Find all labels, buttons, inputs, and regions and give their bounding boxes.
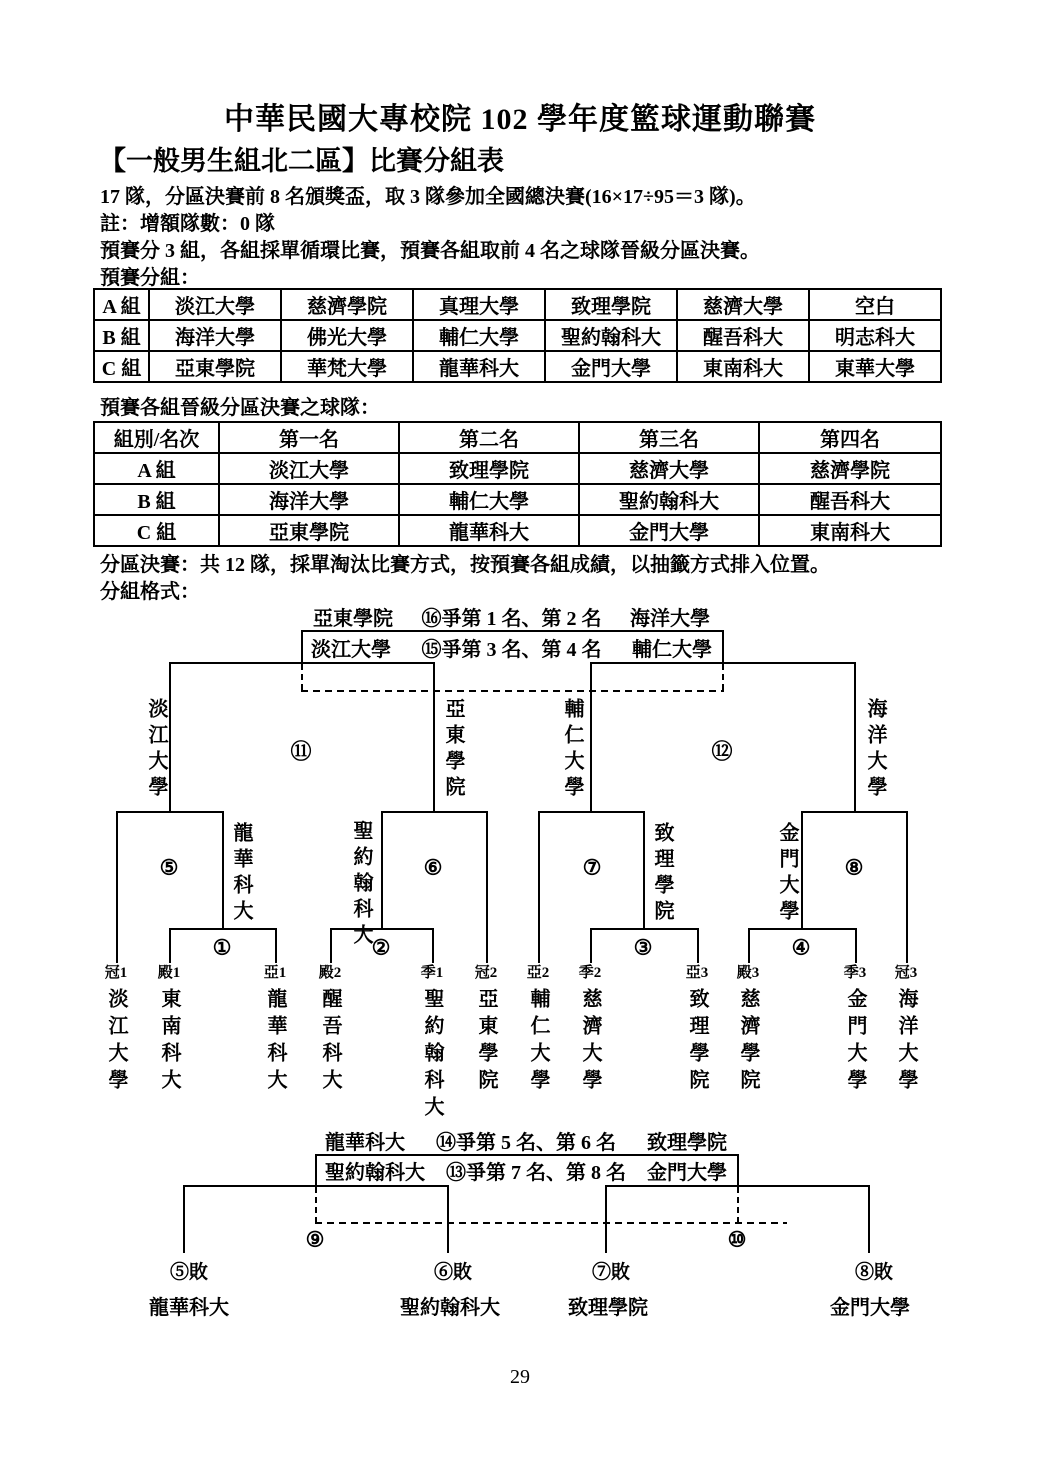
bracket-line [169,928,171,963]
bracket-line [643,811,645,930]
team-cell: 金門大學 [545,351,677,382]
group-cell: A 組 [94,453,219,484]
table-row [94,484,941,515]
group-cell: A 組 [94,289,149,320]
leaf-team: 龍華科大 [264,988,286,1096]
team-cell: 亞東學院 [219,515,399,546]
team-cell: 慈濟大學 [579,453,759,484]
seed-label: 季2 [578,965,602,981]
seed-label: 亞3 [685,965,709,981]
leaf-team: 慈濟學院 [737,988,759,1096]
advancer-label: 龍華科大 [230,822,252,926]
team-cell: 輔仁大學 [413,320,545,351]
leaf-team: 淡江大學 [105,988,127,1096]
bracket-line [315,1154,739,1156]
leaf-team: 輔仁大學 [527,988,549,1096]
bracket-dashed-line [315,1187,317,1222]
bracket-line [447,1185,449,1253]
bracket-line [432,928,434,963]
finals-note: 分區決賽：共 12 隊，採單淘汰比賽方式，按預賽各組成績，以抽籤方式排入位置。 [100,554,830,576]
loser-team: 聖約翰科大 [400,1297,500,1319]
team-cell: 淡江大學 [219,453,399,484]
seventh-right-team: 金門大學 [647,1161,727,1184]
bracket-line [486,811,488,963]
seed-label: 殿2 [318,965,342,981]
team-cell: 明志科大 [809,320,941,351]
loser-team: 龍華科大 [149,1297,229,1319]
seed-label: 亞1 [263,965,287,981]
fifth-left-team: 龍華科大 [325,1131,405,1154]
table-row [94,320,941,351]
bracket-dashed-line [315,1222,787,1224]
bracket-line [868,1185,870,1253]
advancer-label: 海洋大學 [864,698,886,802]
header-cell: 組別/名次 [94,422,219,453]
advancer-label: 亞東學院 [442,698,464,802]
team-cell: 海洋大學 [219,484,399,515]
leaf-team: 東南科大 [158,988,180,1096]
table-row [94,289,941,320]
bracket-leaf [550,964,630,1096]
seventh-left-team: 聖約翰科大 [325,1161,425,1184]
bracket-line [697,928,699,963]
bracket-dashed-line [301,664,303,690]
leaf-team: 醒吾科大 [319,988,341,1096]
seed-label: 冠1 [104,965,128,981]
section-subtitle: 【一般男生組北二區】比賽分組表 [99,146,504,176]
group-table-label: 預賽分組： [100,267,200,289]
leaf-team: 亞東學院 [475,988,497,1096]
advancer-label: 致理學院 [651,822,673,926]
bracket-line [855,928,857,963]
fifth-right-team: 致理學院 [647,1131,727,1154]
bracket-line [330,928,434,930]
match-number: ⑫ [711,739,733,764]
seed-label: 冠3 [894,965,918,981]
header-cell: 第三名 [579,422,759,453]
bracket-line [854,662,856,811]
bracket-line [183,1185,185,1253]
team-cell: 龍華科大 [413,351,545,382]
leaf-team: 聖約翰科大 [421,988,443,1123]
match-number: ③ [633,935,653,960]
bracket-dashed-line [737,1187,739,1222]
match-number: ⑧ [844,855,864,880]
match-number: ⑪ [290,739,312,764]
match-number: ④ [791,935,811,960]
leaf-team: 海洋大學 [895,988,917,1096]
qualified-teams-table [93,421,942,547]
third-left-team: 淡江大學 [311,638,391,661]
team-cell: 金門大學 [579,515,759,546]
bracket-line [590,928,699,930]
bracket-line [116,811,118,963]
bracket-line [169,662,171,811]
table-row [94,515,941,546]
team-cell: 亞東學院 [149,351,281,382]
seed-label: 季3 [843,965,867,981]
loser-tag: ⑦敗 [592,1262,631,1283]
header-cell: 第四名 [759,422,941,453]
team-cell: 東華大學 [809,351,941,382]
bracket-line [301,630,303,663]
bracket-leaf [708,964,788,1096]
match-number: ① [212,935,232,960]
final-right-team: 海洋大學 [630,607,710,630]
bracket-leaf [866,964,946,1096]
group-cell: B 組 [94,484,219,515]
team-cell: 致理學院 [545,289,677,320]
table-row [94,453,941,484]
third-match-label: ⑮爭第 3 名、第 4 名 [421,638,602,661]
bracket-line [722,630,724,663]
bracket-line [381,811,488,813]
final-match-row [301,603,722,629]
seventh-place-row [315,1157,737,1183]
loser-tag: ⑤敗 [170,1262,209,1283]
bracket-line [605,1185,607,1253]
prelim-groups-table [93,288,942,383]
match-number: ⑤ [159,855,179,880]
seed-label: 殿3 [736,965,760,981]
advancer-label: 金門大學 [776,822,798,926]
format-label: 分組格式： [100,581,200,603]
bracket-line [169,928,277,930]
bracket-line [737,1154,739,1187]
advancer-label: 淡江大學 [145,698,167,802]
bracket-line [116,811,224,813]
fifth-place-row [315,1127,737,1153]
bracket-dashed-line [301,690,724,692]
match-number: ⑥ [423,855,443,880]
loser-team: 金門大學 [830,1297,910,1319]
intro-text: 17 隊，分區決賽前 8 名頒獎盃，取 3 隊參加全國總決賽(16×17÷95＝3 隊)。 [100,186,756,208]
team-cell: 慈濟學院 [759,453,941,484]
bracket-line [748,928,857,930]
seed-label: 亞2 [526,965,550,981]
team-cell: 華梵大學 [281,351,413,382]
third-place-row [301,634,722,660]
table-row [94,351,941,382]
table-header-row [94,422,941,453]
team-cell: 慈濟大學 [677,289,809,320]
loser-tag: ⑧敗 [855,1262,894,1283]
match-number: ⑦ [582,855,602,880]
leaf-team: 金門大學 [844,988,866,1096]
team-cell: 海洋大學 [149,320,281,351]
note-text: 註：增額隊數：0 隊 [100,213,275,235]
group-cell: C 組 [94,351,149,382]
bracket-dashed-line [722,664,724,690]
team-cell: 醒吾科大 [759,484,941,515]
match-number: ② [371,935,391,960]
seed-label: 季1 [420,965,444,981]
final-left-team: 亞東學院 [313,607,393,630]
leaf-team: 慈濟大學 [579,988,601,1096]
team-cell: 佛光大學 [281,320,413,351]
bracket-line [748,928,750,963]
group-cell: C 組 [94,515,219,546]
bracket-line [330,928,332,963]
loser-tag: ⑥敗 [434,1262,473,1283]
bracket-line [801,811,908,813]
seventh-match-label: ⑬爭第 7 名、第 8 名 [446,1161,626,1184]
bracket-leaf [290,964,370,1096]
bracket-line [590,928,592,963]
header-cell: 第二名 [399,422,579,453]
team-cell: 真理大學 [413,289,545,320]
prelim-rule-text: 預賽分 3 組，各組採單循環比賽，預賽各組取前 4 名之球隊晉級分區決賽。 [100,240,760,262]
match-number: ⑩ [727,1227,747,1252]
qualified-table-label: 預賽各組晉級分區決賽之球隊： [100,397,380,419]
page-number: 29 [510,1366,530,1388]
header-cell: 第一名 [219,422,399,453]
bracket-line [906,811,908,963]
page-title: 中華民國大專校院 102 學年度籃球運動聯賽 [224,103,816,136]
team-cell: 東南科大 [759,515,941,546]
match-number: ⑨ [305,1227,325,1252]
bracket-line [433,662,435,811]
advancer-label: 聖約翰科大 [350,820,372,950]
team-cell: 龍華科大 [399,515,579,546]
seed-label: 冠2 [474,965,498,981]
loser-team: 致理學院 [568,1297,648,1319]
team-cell: 聖約翰科大 [545,320,677,351]
fifth-match-label: ⑭爭第 5 名、第 6 名 [436,1131,616,1154]
final-match-label: ⑯爭第 1 名、第 2 名 [421,607,602,630]
bracket-line [275,928,277,963]
team-cell: 淡江大學 [149,289,281,320]
team-cell: 空白 [809,289,941,320]
advancer-label: 輔仁大學 [561,698,583,802]
bracket-line [301,630,724,632]
leaf-team: 致理學院 [686,988,708,1096]
group-cell: B 組 [94,320,149,351]
team-cell: 東南科大 [677,351,809,382]
third-right-team: 輔仁大學 [632,638,712,661]
bracket-line [222,811,224,930]
seed-label: 殿1 [157,965,181,981]
team-cell: 醒吾科大 [677,320,809,351]
bracket-leaf [129,964,209,1096]
team-cell: 致理學院 [399,453,579,484]
bracket-line [538,811,540,963]
bracket-line [315,1154,317,1187]
bracket-line [538,811,645,813]
team-cell: 聖約翰科大 [579,484,759,515]
team-cell: 輔仁大學 [399,484,579,515]
bracket-line [801,811,803,930]
team-cell: 慈濟學院 [281,289,413,320]
bracket-line [381,811,383,930]
bracket-line [590,662,592,811]
